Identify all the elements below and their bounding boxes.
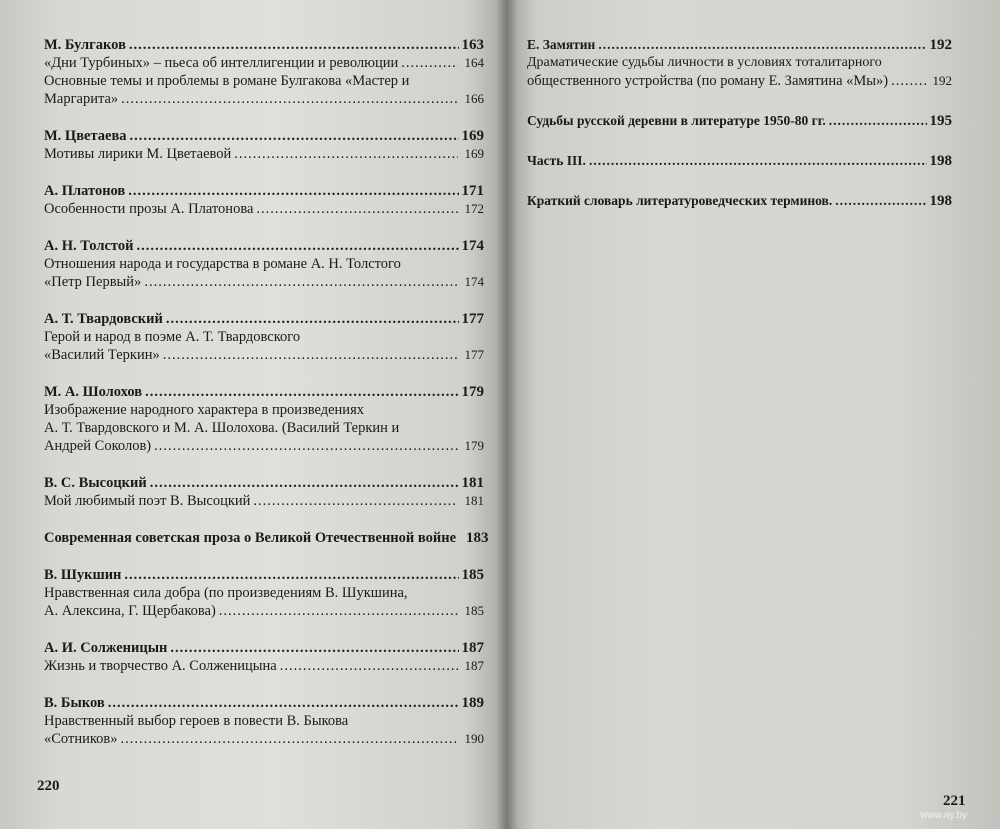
toc-heading bbox=[44, 237, 484, 255]
dot-leader bbox=[280, 657, 458, 675]
toc-entry bbox=[44, 200, 484, 218]
toc-entry-text: «Василий Теркин» bbox=[44, 347, 160, 363]
toc-heading-text: М. А. Шолохов bbox=[44, 384, 143, 400]
toc-heading-text: М. Цветаева bbox=[44, 128, 127, 144]
toc-entry bbox=[44, 54, 484, 72]
toc-entry-page: 172 bbox=[464, 201, 484, 216]
toc-heading-text: А. Платонов bbox=[44, 183, 126, 199]
toc-entry bbox=[527, 72, 952, 90]
toc-entry-text: Основные темы и проблемы в романе Булгакова «Мастер и bbox=[44, 73, 410, 89]
watermark: www.ay.by bbox=[920, 810, 968, 821]
toc-entry-text: Мотивы лирики М. Цветаевой bbox=[44, 146, 232, 162]
toc-entry bbox=[44, 346, 484, 364]
book-gutter bbox=[496, 0, 518, 829]
toc-entry-page: 174 bbox=[464, 274, 484, 289]
toc-heading bbox=[527, 112, 952, 130]
toc-heading-page: 185 bbox=[461, 567, 484, 583]
toc-heading-text: Часть III. bbox=[527, 153, 586, 168]
dot-leader bbox=[124, 566, 458, 584]
toc-section bbox=[527, 152, 952, 170]
toc-heading bbox=[44, 383, 484, 401]
toc-entry-page: 179 bbox=[464, 438, 484, 453]
toc-entry-page: 181 bbox=[464, 493, 484, 508]
toc-heading-page: 187 bbox=[461, 640, 484, 656]
toc-heading-page: 163 bbox=[461, 37, 484, 53]
toc-heading bbox=[527, 152, 952, 170]
toc-entry-page: 187 bbox=[464, 658, 484, 673]
toc-heading-text: В. С. Высоцкий bbox=[44, 475, 147, 491]
toc-entry bbox=[44, 602, 484, 620]
toc-entry-page: 169 bbox=[464, 146, 484, 161]
toc-section bbox=[44, 127, 484, 163]
toc-entry-text: общественного устройства (по роману Е. Замятина «Мы») bbox=[527, 73, 889, 89]
toc-heading bbox=[44, 566, 484, 584]
dot-leader bbox=[154, 437, 457, 455]
dot-leader bbox=[598, 36, 926, 54]
toc-entry-page: 177 bbox=[464, 347, 484, 362]
toc-entry-text: Андрей Соколов) bbox=[44, 438, 152, 454]
toc-heading bbox=[527, 36, 952, 54]
toc-heading bbox=[44, 127, 484, 145]
dot-leader bbox=[136, 237, 458, 255]
toc-entry bbox=[44, 657, 484, 675]
toc-heading-page: 171 bbox=[461, 183, 484, 199]
dot-leader bbox=[891, 72, 925, 90]
toc-heading-page: 195 bbox=[929, 113, 952, 129]
toc-entry-page: 166 bbox=[464, 91, 484, 106]
toc-heading-page: 183 bbox=[466, 530, 489, 546]
toc-heading-page: 198 bbox=[929, 153, 952, 169]
dot-leader bbox=[129, 36, 459, 54]
toc-heading-page: 189 bbox=[461, 695, 484, 711]
toc-entry-page: 190 bbox=[464, 731, 484, 746]
toc-section bbox=[44, 36, 484, 108]
toc-entry-text: Нравственный выбор героев в повести В. Быкова bbox=[44, 713, 349, 729]
toc-heading-text: А. И. Солженицын bbox=[44, 640, 168, 656]
toc-section bbox=[44, 237, 484, 291]
toc-heading bbox=[44, 474, 484, 492]
toc-heading bbox=[44, 182, 484, 200]
toc-entry-text: А. Т. Твардовского и М. А. Шолохова. (Василий Теркин и bbox=[44, 420, 400, 436]
page-number-left: 220 bbox=[37, 778, 60, 794]
toc-entry-text: Нравственная сила добра (по произведениям В. Шукшина, bbox=[44, 585, 408, 601]
dot-leader bbox=[253, 492, 457, 510]
dot-leader bbox=[166, 310, 459, 328]
toc-entry-text: «Дни Турбиных» – пьеса об интеллигенции и революции bbox=[44, 55, 399, 71]
toc-section bbox=[44, 566, 484, 620]
toc-section bbox=[44, 529, 489, 547]
toc-entry-text: Драматические судьбы личности в условиях тоталитарного bbox=[527, 55, 882, 70]
toc-heading bbox=[44, 694, 484, 712]
toc-section bbox=[44, 182, 484, 218]
dot-leader bbox=[256, 200, 457, 218]
dot-leader bbox=[121, 730, 458, 748]
toc-entry-text: «Петр Первый» bbox=[44, 274, 142, 290]
toc-entry-text: Жизнь и творчество А. Солженицына bbox=[44, 658, 277, 674]
table-of-contents-left bbox=[44, 36, 489, 767]
toc-heading-page: 177 bbox=[461, 311, 484, 327]
dot-leader bbox=[163, 346, 458, 364]
toc-entry-text: Особенности прозы А. Платонова bbox=[44, 201, 254, 217]
toc-heading-page: 198 bbox=[929, 193, 952, 209]
toc-heading-text: А. Т. Твардовский bbox=[44, 311, 163, 327]
toc-section bbox=[44, 383, 484, 455]
toc-entry-text: Маргарита» bbox=[44, 91, 119, 107]
toc-heading-text: Краткий словарь литературоведческих терминов. bbox=[527, 193, 833, 208]
toc-entry-text: Изображение народного характера в произведениях bbox=[44, 402, 364, 418]
toc-entry bbox=[44, 90, 484, 108]
toc-heading-text: А. Н. Толстой bbox=[44, 238, 134, 254]
toc-section bbox=[527, 112, 952, 130]
dot-leader bbox=[150, 474, 459, 492]
dot-leader bbox=[219, 602, 458, 620]
toc-entry bbox=[44, 492, 484, 510]
toc-entry-text: «Сотников» bbox=[44, 731, 118, 747]
toc-entry bbox=[44, 273, 484, 291]
toc-heading bbox=[527, 192, 952, 210]
toc-section bbox=[527, 36, 952, 90]
page-number-right: 221 bbox=[943, 793, 966, 809]
toc-heading bbox=[44, 36, 484, 54]
toc-heading bbox=[44, 310, 484, 328]
toc-entry bbox=[44, 145, 484, 163]
dot-leader bbox=[121, 90, 457, 108]
toc-section bbox=[44, 694, 484, 748]
dot-leader bbox=[170, 639, 458, 657]
toc-entry-text: Отношения народа и государства в романе А. Н. Толстого bbox=[44, 256, 401, 272]
dot-leader bbox=[130, 127, 459, 145]
dot-leader bbox=[589, 152, 927, 170]
toc-heading-page: 192 bbox=[929, 37, 952, 53]
toc-entry bbox=[44, 437, 484, 455]
toc-section bbox=[44, 310, 484, 364]
dot-leader bbox=[108, 694, 459, 712]
toc-heading bbox=[44, 639, 484, 657]
toc-heading-text: В. Быков bbox=[44, 695, 105, 711]
toc-entry-page: 192 bbox=[932, 73, 952, 88]
toc-heading-text: Е. Замятин bbox=[527, 37, 596, 52]
toc-section bbox=[44, 639, 484, 675]
dot-leader bbox=[829, 112, 927, 130]
toc-heading-text: Современная советская проза о Великой Отечественной войне bbox=[44, 530, 457, 546]
toc-entry-page: 164 bbox=[464, 55, 484, 70]
dot-leader bbox=[128, 182, 458, 200]
dot-leader bbox=[234, 145, 457, 163]
toc-entry-page: 185 bbox=[464, 603, 484, 618]
dot-leader bbox=[835, 192, 926, 210]
dot-leader bbox=[144, 273, 457, 291]
toc-heading bbox=[44, 529, 489, 547]
table-of-contents-right bbox=[527, 36, 952, 232]
dot-leader bbox=[145, 383, 458, 401]
toc-entry-text: Герой и народ в поэме А. Т. Твардовского bbox=[44, 329, 301, 345]
toc-entry-text: А. Алексина, Г. Щербакова) bbox=[44, 603, 216, 619]
toc-heading-text: М. Булгаков bbox=[44, 37, 126, 53]
toc-heading-page: 181 bbox=[461, 475, 484, 491]
toc-heading-page: 174 bbox=[461, 238, 484, 254]
toc-heading-text: В. Шукшин bbox=[44, 567, 122, 583]
toc-section bbox=[527, 192, 952, 210]
dot-leader bbox=[401, 54, 457, 72]
toc-entry bbox=[44, 730, 484, 748]
toc-section bbox=[44, 474, 484, 510]
toc-heading-text: Судьбы русской деревни в литературе 1950-80 гг. bbox=[527, 113, 826, 128]
toc-entry-text: Мой любимый поэт В. Высоцкий bbox=[44, 493, 251, 509]
toc-heading-page: 169 bbox=[461, 128, 484, 144]
toc-heading-page: 179 bbox=[461, 384, 484, 400]
